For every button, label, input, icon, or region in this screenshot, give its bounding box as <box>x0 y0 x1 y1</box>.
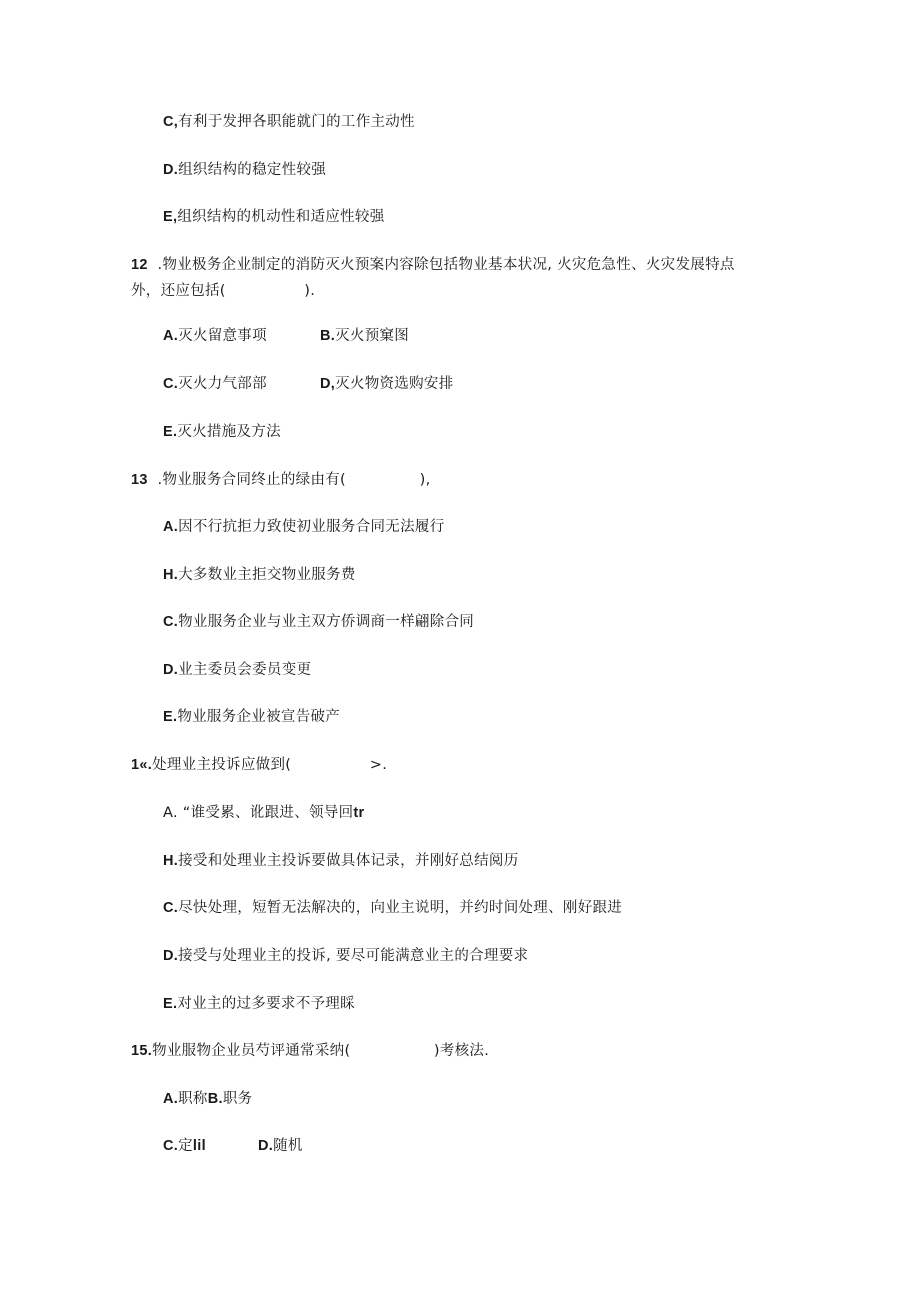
option-text: 职称 <box>178 1091 208 1107</box>
option-mark: C, <box>163 114 179 130</box>
option-13-c <box>163 612 474 632</box>
option-text: 定 <box>178 1138 193 1154</box>
question-14 <box>131 755 387 775</box>
option-12-c <box>163 374 267 394</box>
option-14-d <box>163 946 528 966</box>
option-13-h <box>163 565 356 585</box>
option-text: 组织结构的稳定性较强 <box>178 162 327 178</box>
option-15-ab <box>163 1089 252 1109</box>
option-13-d <box>163 660 311 680</box>
question-text: .物业服务合同终止的绿由有( ), <box>147 472 431 488</box>
option-text: 接受和处理业主投诉要做具体记录，并刚好总结阅历 <box>178 853 519 869</box>
option-mark: E. <box>163 709 178 725</box>
option-mark: C. <box>163 1138 179 1154</box>
option-text: 业主委员会委员变更 <box>178 662 312 678</box>
option-mark: D. <box>163 662 179 678</box>
option-mark: D. <box>258 1138 274 1154</box>
option-text: 灭火措施及方法 <box>177 424 281 440</box>
option-14-e <box>163 994 355 1014</box>
option-text: 物业服务企业被宣告破产 <box>177 709 341 725</box>
option-mark: C. <box>163 614 179 630</box>
option-13-a <box>163 517 445 537</box>
option-14-h <box>163 851 519 871</box>
option-text: 因不行抗拒力致使初业服务合同无法履行 <box>178 519 445 535</box>
question-text: 处理业主投诉应做到( >. <box>152 757 388 773</box>
option-mark: A. <box>163 1091 179 1107</box>
question-number: 15. <box>131 1043 153 1059</box>
option-text: 物业服务企业与业主双方侨调商一样翩除合同 <box>178 614 475 630</box>
option-text: 大多数业主拒交物业服务费 <box>178 567 356 583</box>
question-text: 外，还应包括( ). <box>131 283 316 299</box>
option-mark: H. <box>163 853 179 869</box>
question-text: 物业服物企业员芍评通常采纳( )考核法. <box>152 1043 490 1059</box>
option-text: 职务 <box>222 1091 253 1107</box>
option-13-e <box>163 707 340 727</box>
option-mark: C. <box>163 900 179 916</box>
option-text: 灭火力气部部 <box>178 376 267 392</box>
option-15-c <box>163 1136 206 1156</box>
option-mark: D. <box>163 162 179 178</box>
question-12-line2 <box>131 281 315 301</box>
option-text: 灭火预窠图 <box>335 328 410 344</box>
option-mark: E, <box>163 209 178 225</box>
option-text: 灭火留意事项 <box>178 328 267 344</box>
option-15-d <box>258 1136 303 1156</box>
question-number: 12 <box>131 257 148 273</box>
option-text: 尽快处理，短暂无法解决的，向业主说明，并约时间处理、刚好跟进 <box>178 900 623 916</box>
option-mark: H. <box>163 567 179 583</box>
option-12-a <box>163 326 267 346</box>
question-12-line1 <box>131 255 735 275</box>
question-15 <box>131 1041 489 1061</box>
option-d-prev <box>163 160 326 180</box>
question-text: .物业极务企业制定的消防灭火预案内容除包括物业基本状况, 火灾危急性、火灾发展特点 <box>147 257 735 273</box>
option-mark: D. <box>163 948 179 964</box>
option-c-prev <box>163 112 415 132</box>
option-14-c <box>163 898 622 918</box>
option-text: 对业主的过多要求不予理睬 <box>177 996 355 1012</box>
option-mark: B. <box>320 328 336 344</box>
option-mark: B. <box>207 1091 223 1107</box>
option-14-a <box>163 803 364 823</box>
option-mark: E. <box>163 424 178 440</box>
option-12-d <box>320 374 454 394</box>
option-text: “谁受累、讹跟进、领导回 <box>177 805 354 821</box>
option-12-b <box>320 326 409 346</box>
option-text: 随机 <box>273 1138 303 1154</box>
option-mark: D, <box>320 376 336 392</box>
option-text-tail: lil <box>192 1138 206 1154</box>
question-13 <box>131 470 431 490</box>
option-mark: A. <box>163 805 178 821</box>
option-mark: A. <box>163 328 179 344</box>
option-text: 组织结构的机动性和适应性较强 <box>177 209 385 225</box>
option-text: 有利于发押各职能就门的工作主动性 <box>178 114 415 130</box>
option-text: 灭火物资选购安排 <box>335 376 454 392</box>
option-mark: A. <box>163 519 179 535</box>
question-number: 1«. <box>131 757 153 773</box>
option-mark: C. <box>163 376 179 392</box>
option-text: 接受与处理业主的投诉, 要尽可能满意业主的合理要求 <box>178 948 529 964</box>
option-text-tail: tr <box>353 805 365 821</box>
option-mark: E. <box>163 996 178 1012</box>
option-e-prev <box>163 207 385 227</box>
question-number: 13 <box>131 472 148 488</box>
option-12-e <box>163 422 281 442</box>
